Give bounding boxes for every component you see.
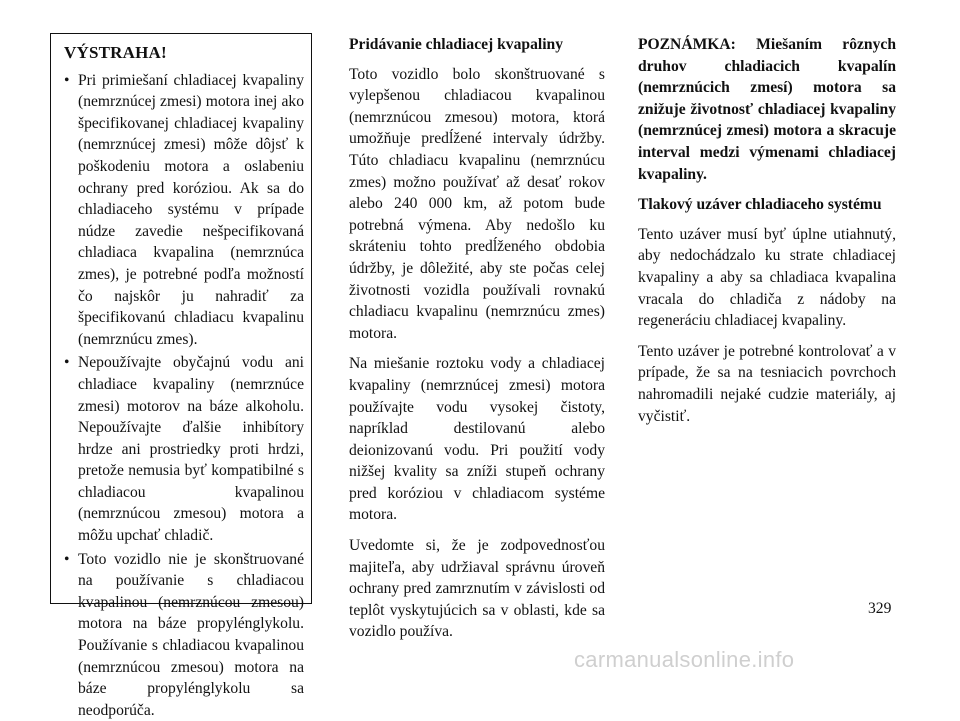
warning-title: VÝSTRAHA! — [64, 43, 167, 62]
page-number: 329 — [868, 600, 892, 617]
middle-column — [349, 34, 605, 652]
paragraph: Tento uzáver je potrebné kontrolovať a v prípade, že sa na tesniacich povrchoch nahromadili nejaké cudzie materiály, aj vyčistiť. — [638, 342, 896, 425]
watermark: carmanualsonline.info — [574, 647, 795, 672]
right-column — [638, 34, 896, 436]
warning-item — [64, 352, 304, 546]
warning-box — [50, 33, 312, 719]
warning-list — [64, 70, 304, 721]
paragraph: Toto vozidlo bolo skonštruované s vylepšenou chladiacou kvapalinou (nemrznúcou zmesou) motora, ktorá umožňuje predĺžené intervaly údržby. Túto chladiacu kvapalinu (nemrznúcu zmes) možno používať až desať rokov alebo 240 000 km, až potom bude potrebná výmena. Aby nedošlo ku skráteniu tohto predĺženého obdobia údržby, je dôležité, aby ste počas celej životnosti vozidla používali rovnakú chladiacu kvapalinu (nemrznúcu zmes) motora. — [349, 65, 605, 342]
paragraph: Na miešanie roztoku vody a chladiacej kvapaliny (nemrznúcej zmesi) motora používajte vodu vysokej čistoty, napríklad destilovanú alebo deionizovanú vodu. Pri použití vody nižšej kvality sa zníži stupeň ochrany pred koróziou v chladiacom systéme motora. — [349, 355, 605, 524]
bullet-icon: • — [64, 71, 70, 89]
note-paragraph: POZNÁMKA: Miešaním rôznych druhov chladiacich kvapalín (nemrznúcich zmesí) motora sa znižuje životnosť chladiacej kvapaliny (nemrznúcej zmesi) motora a skracuje interval medzi výmenami chladiacej kvapaliny. — [638, 36, 896, 183]
warning-item-text: Nepoužívajte obyčajnú vodu ani chladiace kvapaliny (nemrznúce zmesi) motorov na báze alkoholu. Nepoužívajte ďalšie inhibítory hrdze ani prostriedky proti hrdzi, pretože nemusia byť kompatibilné s chladiacou kvapalinou (nemrznúcou zmesou) motora a môžu upchať chladič. — [78, 354, 304, 545]
warning-item-text: Pri primiešaní chladiacej kvapaliny (nemrznúcej zmesi) motora inej ako špecifikovanej chladiacej kvapaliny (nemrznúcej zmesi) môže dôjsť k poškodeniu motora a oslabeniu ochrany pred koróziou. Ak sa do chladiaceho systému v prípade núdze zavedie nešpecifikovaná chladiaca kvapalina (nemrznúca zmes), je potrebné podľa možností čo najskôr ju nahradiť za špecifikovanú chladiacu kvapalinu (nemrznúcu zmes). — [78, 71, 304, 348]
section-heading-adding-coolant: Pridávanie chladiacej kvapaliny — [349, 36, 563, 53]
bullet-icon: • — [64, 550, 70, 568]
warning-item-text: Toto vozidlo nie je skonštruované na používanie s chladiacou kvapalinou (nemrznúcou zmesou) motora na báze propylénglykolu. Používanie s chladiacou kvapalinou (nemrznúcou zmesou) motora na báze propylénglykolu sa neodporúča. — [78, 550, 304, 719]
section-heading-pressure-cap: Tlakový uzáver chladiaceho systému — [638, 196, 882, 214]
paragraph: Uvedomte si, že je zodpovednosťou majiteľa, aby udržiaval správnu úroveň ochrany pred zamrznutím v závislosti od teplôt vyskytujúcich sa v oblasti, kde sa vozidlo používa. — [349, 537, 605, 641]
paragraph: Tento uzáver musí byť úplne utiahnutý, aby nedochádzalo ku strate chladiacej kvapaliny a aby sa chladiaca kvapalina vracala do chladiča z nádoby na regeneráciu chladiacej kvapaliny. — [638, 225, 896, 330]
warning-item — [64, 549, 304, 721]
warning-item — [64, 70, 304, 351]
bullet-icon: • — [64, 354, 70, 372]
